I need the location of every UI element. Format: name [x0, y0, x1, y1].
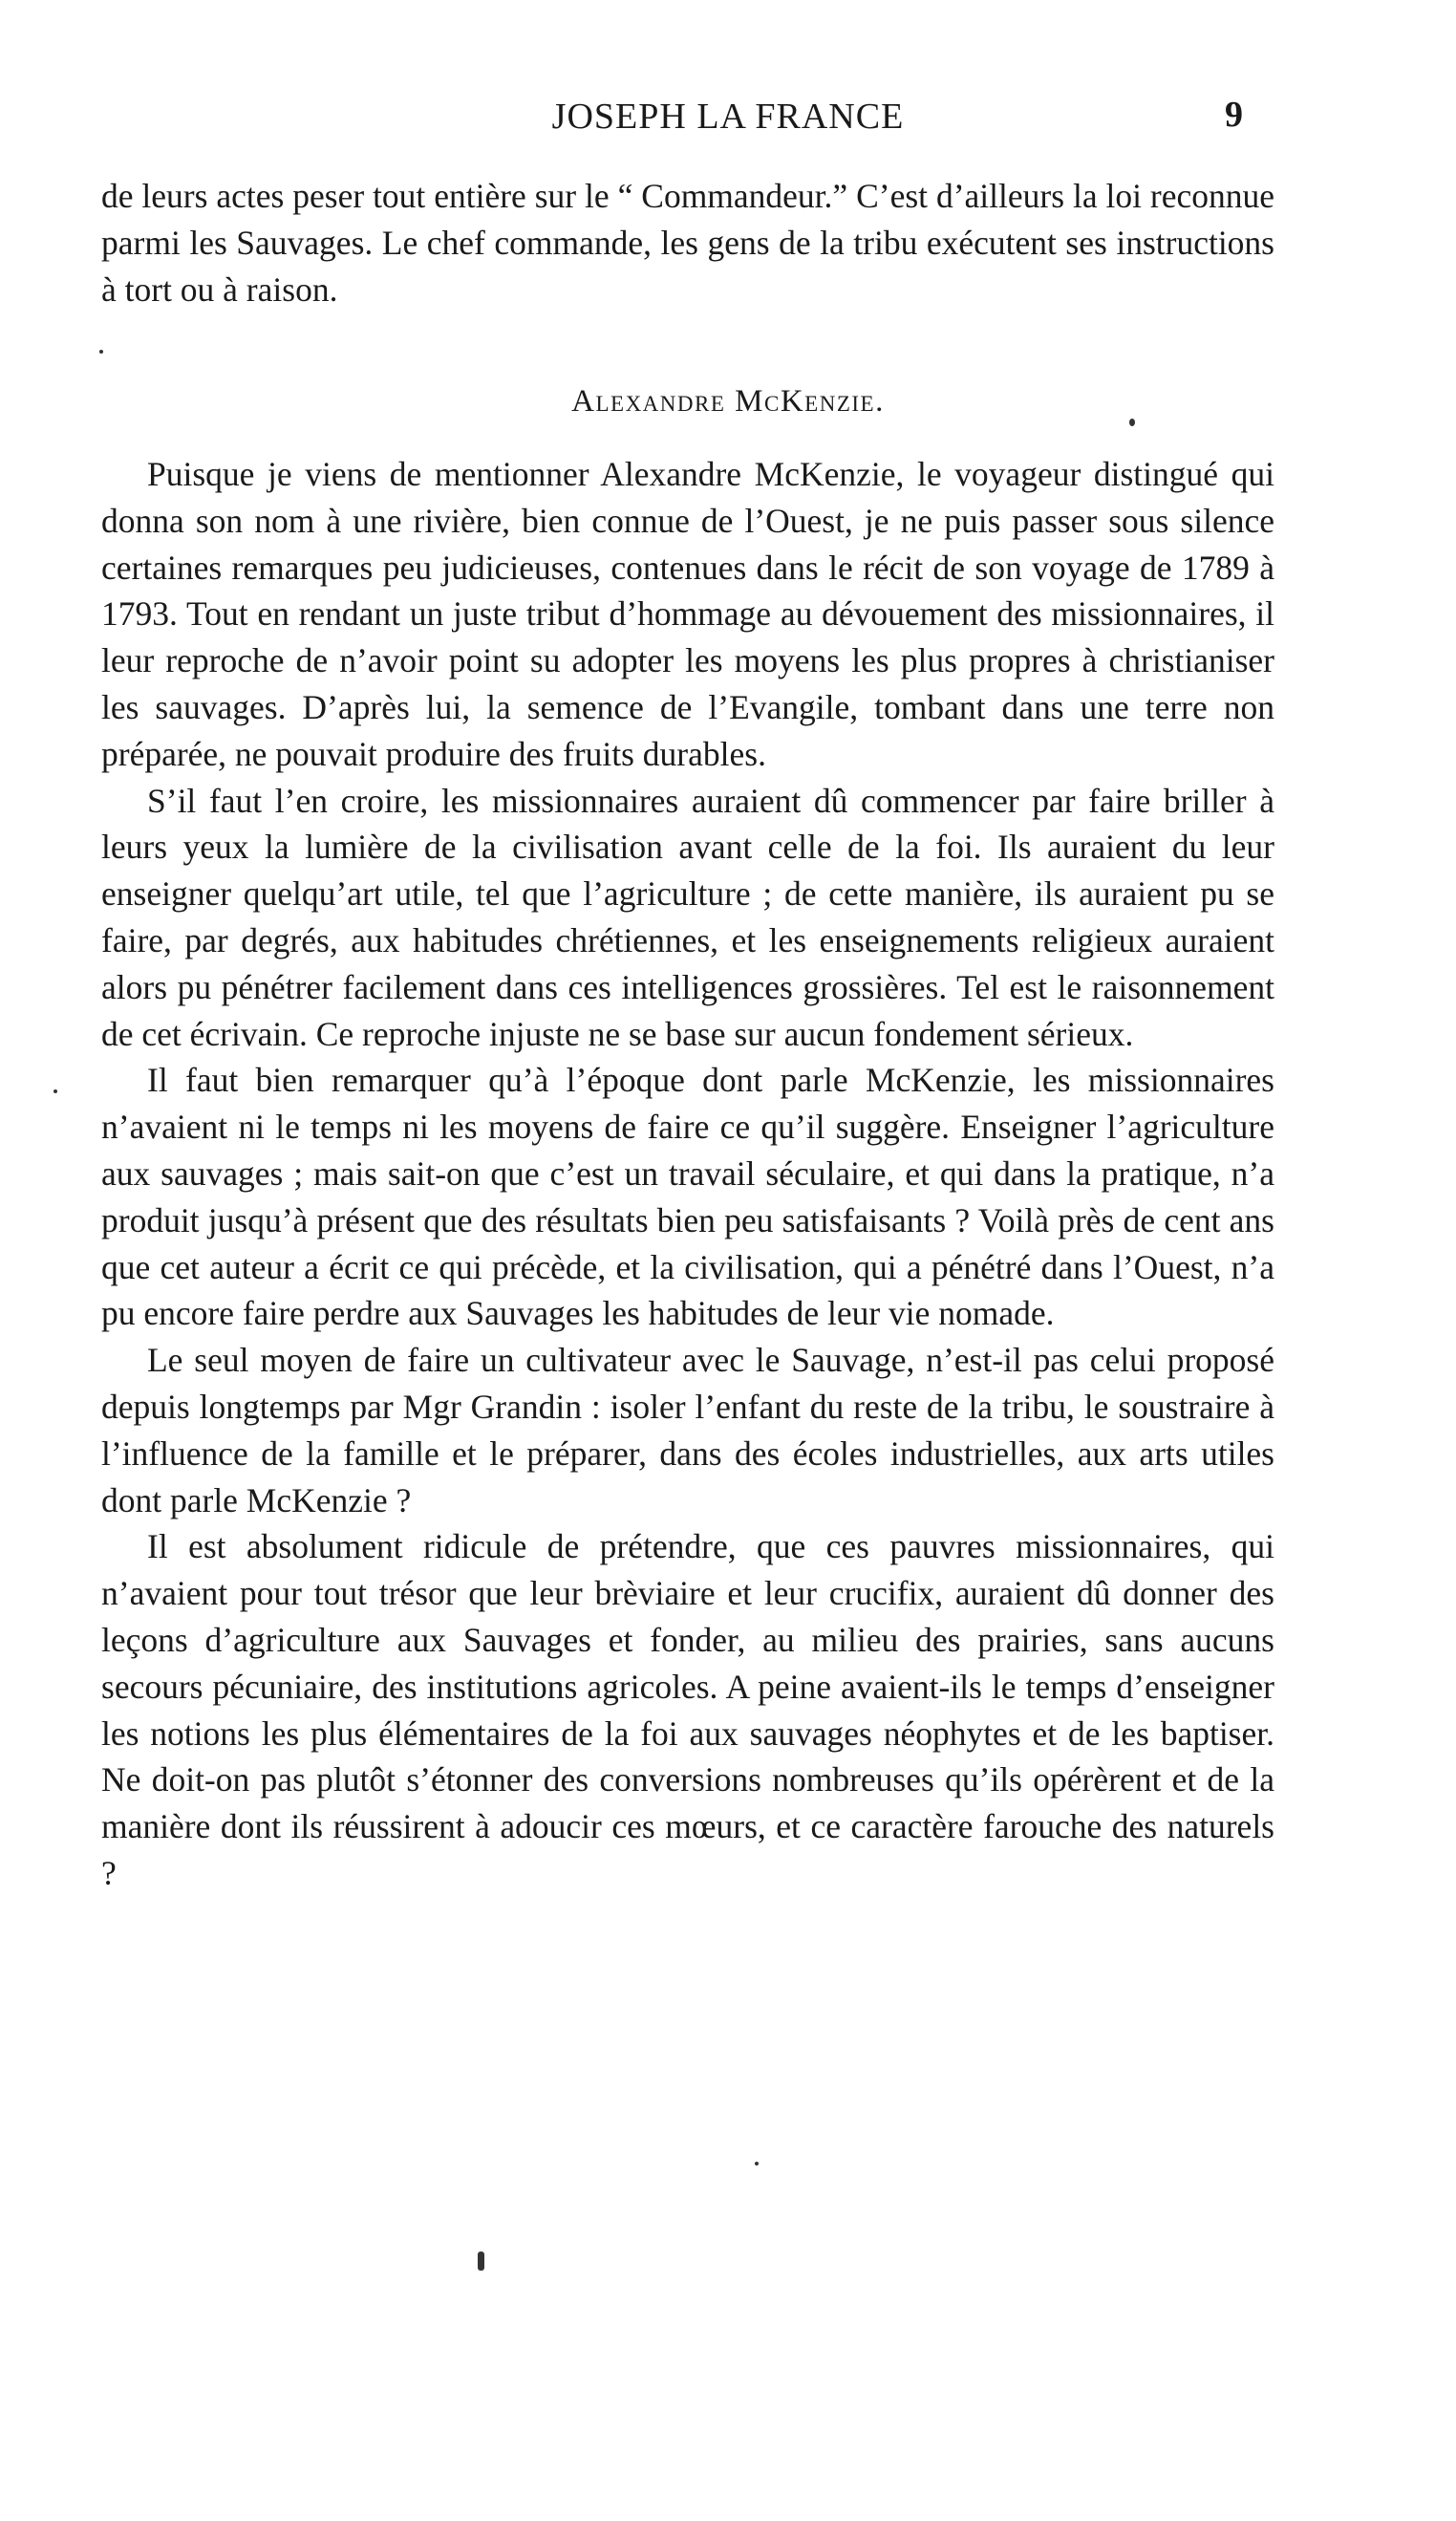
scan-speck [1129, 419, 1135, 426]
scan-speck [54, 1089, 57, 1093]
page-number: 9 [1225, 95, 1243, 135]
scan-speck [478, 2252, 484, 2271]
paragraph-5: Il est absolument ridicule de prétendre, que ces pauvres missionnaires, qui n’avaient pour tout trésor que leur brèviaire et leur crucifix, auraient dû donner des leçons d’agriculture aux Sauvages et fonder, au milieu des prairies, sans aucuns secours pécuniaire, des institutions agricoles. A peine avaient-ils le temps d’enseigner les notions les plus élémentaires de la foi aux sauvages néophytes et de les baptiser. Ne doit-on pas plutôt s’étonner des conversions nombreuses qu’ils opérèrent et de la manière dont ils réussirent à adoucir ces mœurs, et ce caractère farouche des naturels ? [101, 1527, 1274, 1892]
section-heading: Alexandre McKenzie. [571, 384, 885, 419]
scan-speck [755, 2162, 759, 2165]
intro-paragraph: de leurs actes peser tout entière sur le “ Commandeur.” C’est d’ailleurs la loi reconnue parmi les Sauvages. Le chef commande, les gens de la tribu exécutent ses instructions à tort ou à raison. [101, 177, 1274, 309]
intro-block [101, 173, 1274, 312]
paragraph-1: Puisque je viens de mentionner Alexandre McKenzie, le voyageur distingué qui donna son nom à une rivière, bien connue de l’Ouest, je ne puis passer sous silence certaines remarques peu judicieuses, contenues dans le récit de son voyage de 1789 à 1793. Tout en rendant un juste tribut d’hommage au dévouement des missionnaires, il leur reproche de n’avoir point su adopter les moyens les plus propres à christianiser les sauvages. D’après lui, la semence de l’Evangile, tombant dans une terre non préparée, ne pouvait produire des fruits durables. [101, 455, 1274, 773]
body-text [101, 451, 1274, 1897]
paragraph-2: S’il faut l’en croire, les missionnaires auraient dû commencer par faire briller à leurs yeux la lumière de la civilisation avant celle de la foi. Ils auraient du leur enseigner quelqu’art utile, tel que l’agriculture ; de cette manière, ils auraient pu se faire, par degrés, aux habitudes chrétiennes, et les enseignements religieux auraient alors pu pénétrer facilement dans ces intelligences grossières. Tel est le raisonnement de cet écrivain. Ce reproche injuste ne se base sur aucun fondement sérieux. [101, 781, 1274, 1053]
paragraph-3: Il faut bien remarquer qu’à l’époque dont parle McKenzie, les missionnaires n’avaient ni le temps ni les moyens de faire ce qu’il suggère. Enseigner l’agriculture aux sauvages ; mais sait-on que c’est un travail séculaire, et qui dans la pratique, n’a produit jusqu’à présent que des résultats bien peu satisfaisants ? Voilà près de cent ans que cet auteur a écrit ce qui précède, et la civilisation, qui a pénétré dans l’Ouest, n’a pu encore faire perdre aux Sauvages les habitudes de leur vie nomade. [101, 1061, 1274, 1333]
scan-speck [99, 350, 103, 354]
paragraph-4: Le seul moyen de faire un cultivateur avec le Sauvage, n’est-il pas celui proposé depuis longtemps par Mgr Grandin : isoler l’enfant du reste de la tribu, le soustraire à l’influence de la famille et le préparer, dans des écoles industrielles, aux arts utiles dont parle McKenzie ? [101, 1341, 1274, 1519]
running-title: JOSEPH LA FRANCE [551, 97, 905, 137]
running-head [0, 92, 1456, 149]
